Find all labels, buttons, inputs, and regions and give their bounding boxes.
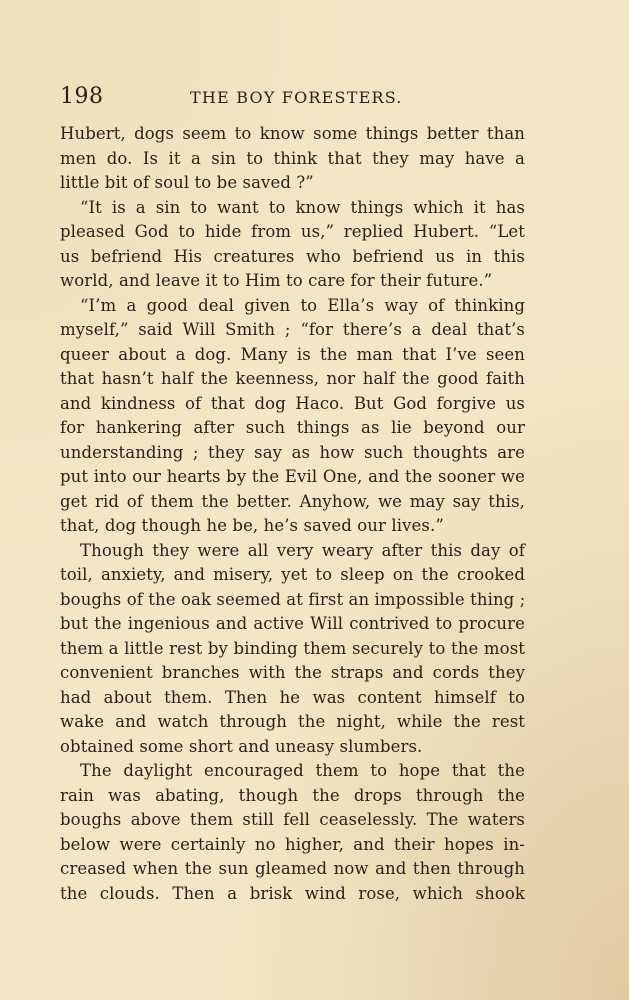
text-line: for hankering after such things as lie beyond our — [60, 418, 525, 437]
text-line: Hubert, dogs seem to know some things better than — [60, 124, 525, 143]
text-line: boughs of the oak seemed at first an impossible thing ; — [60, 589, 526, 609]
text-line: wake and watch through the night, while the rest — [60, 712, 525, 731]
text-line: toil, anxiety, and misery, yet to sleep on the crooked — [60, 565, 525, 584]
text-line: that, dog though he be, he’s saved our lives.” — [60, 516, 444, 535]
text-line: understanding ; they say as how such thoughts are — [60, 442, 525, 462]
text-line: the clouds. Then a brisk wind rose, which shook — [60, 883, 525, 903]
text-line: creased when the sun gleamed now and then through — [60, 859, 525, 878]
text-line: get rid of them the better. Anyhow, we may say this, — [60, 491, 525, 511]
text-line: rain was abating, though the drops through the — [60, 785, 525, 805]
page-number: 198 — [60, 84, 104, 109]
text-line: myself,” said Will Smith ; “for there’s a deal that’s — [60, 320, 525, 339]
text-line: “I’m a good deal given to Ella’s way of thinking — [80, 295, 525, 315]
text-line: them a little rest by binding them securely to the most — [60, 638, 525, 658]
text-line: The daylight encouraged them to hope that the — [80, 761, 525, 780]
text-line: put into our hearts by the Evil One, and the sooner we — [60, 467, 525, 486]
text-line: “It is a sin to want to know things which it has — [80, 197, 525, 217]
text-line: but the ingenious and active Will contrived to procure — [60, 614, 525, 633]
text-line: obtained some short and uneasy slumbers. — [60, 736, 423, 756]
text-line: and kindness of that dog Haco. But God forgive us — [60, 393, 525, 413]
text-line: pleased God to hide from us,” replied Hubert. “Let — [60, 222, 525, 241]
text-line: men do. Is it a sin to think that they may have a — [60, 148, 525, 168]
page-header — [60, 84, 530, 112]
text-line: little bit of soul to be saved ?” — [60, 173, 314, 192]
text-line: that hasn’t half the keenness, nor half the good faith — [60, 369, 525, 388]
text-line: world, and leave it to Him to care for their future.” — [60, 271, 493, 290]
text-line: below were certainly no higher, and their hopes in- — [60, 834, 525, 854]
text-line: had about them. Then he was content himself to — [60, 687, 525, 707]
text-line: queer about a dog. Many is the man that I’ve seen — [60, 344, 525, 364]
text-line: us befriend His creatures who befriend us in this — [60, 246, 525, 266]
running-head: THE BOY FORESTERS. — [190, 88, 403, 107]
text-line: boughs above them still fell ceaselessly. The waters — [60, 810, 525, 829]
text-line: Though they were all very weary after this day of — [80, 540, 525, 560]
body-text — [60, 122, 525, 906]
text-line: convenient branches with the straps and cords they — [60, 663, 525, 682]
